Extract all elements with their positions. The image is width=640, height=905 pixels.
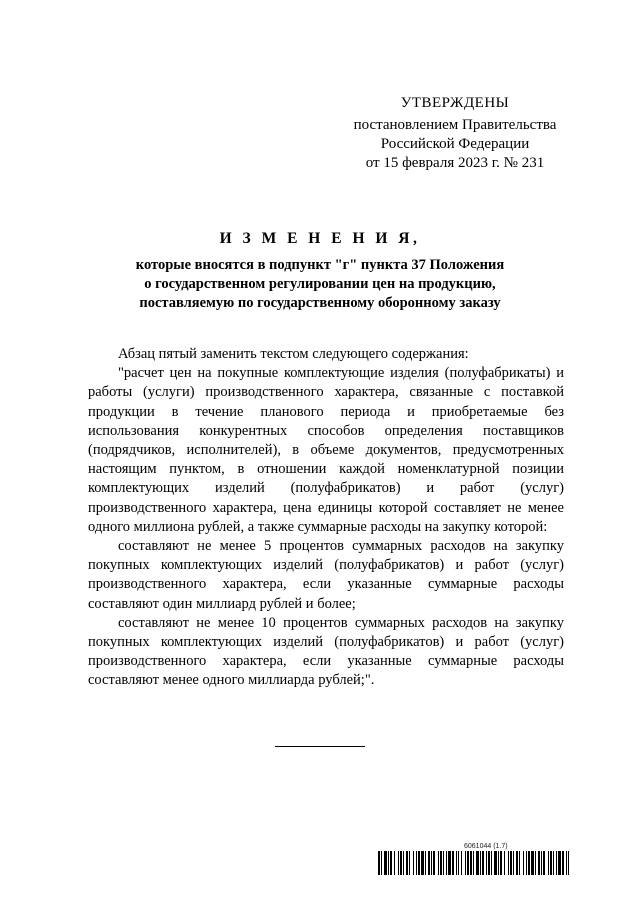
- document-subtitle-line-2: о государственном регулировании цен на продукцию,: [144, 276, 496, 292]
- end-separator-line: [275, 746, 365, 747]
- paragraph-3: составляют не менее 5 процентов суммарных расходов на закупку покупных комплектующих изделий (полуфабрикатов) и работ (услуг) производственного характера, если указанные суммарные расходы составляют один миллиард рублей и более;: [88, 538, 564, 612]
- document-heading: [80, 230, 560, 313]
- document-subtitle-line-3: поставляемую по государственному оборонному заказу: [139, 295, 501, 311]
- document-title: И З М Е Н Е Н И Я,: [219, 230, 421, 247]
- document-code: 6061044 (1.7): [464, 843, 508, 850]
- approval-line-3: от 15 февраля 2023 г. № 231: [365, 155, 545, 171]
- barcode-icon: [378, 851, 570, 875]
- paragraph-1: Абзац пятый заменить текстом следующего содержания:: [118, 346, 469, 362]
- approval-block: [330, 94, 580, 173]
- approval-line-1: постановлением Правительства: [353, 117, 557, 133]
- document-subtitle-line-1: которые вносятся в подпункт "г" пункта 37 Положения: [135, 257, 505, 273]
- document-body: [88, 345, 564, 691]
- approval-line-2: Российской Федерации: [380, 136, 530, 152]
- paragraph-2: "расчет цен на покупные комплектующие изделия (полуфабрикаты) и работы (услуги) производственного характера, связанные с поставкой продукции в течение планового периода и приобретаемые без использования конкурентных способов определения поставщиков (подрядчиков, исполнителей), в объеме документов, предусмотренных настоящим пунктом, в отношении каждой номенклатурной позиции комплектующих изделий (полуфабрикатов) и работ (услуг) производственного характера, цена единицы которой составляет не менее одного миллиона рублей, а также суммарные расходы на закупку которой:: [88, 365, 564, 535]
- paragraph-4: составляют не менее 10 процентов суммарных расходов на закупку покупных комплектующих изделий (полуфабрикатов) и работ (услуг) производственного характера, если указанные суммарные расходы составляют менее одного миллиарда рублей;".: [88, 614, 564, 689]
- approval-title: УТВЕРЖДЕНЫ: [400, 95, 510, 111]
